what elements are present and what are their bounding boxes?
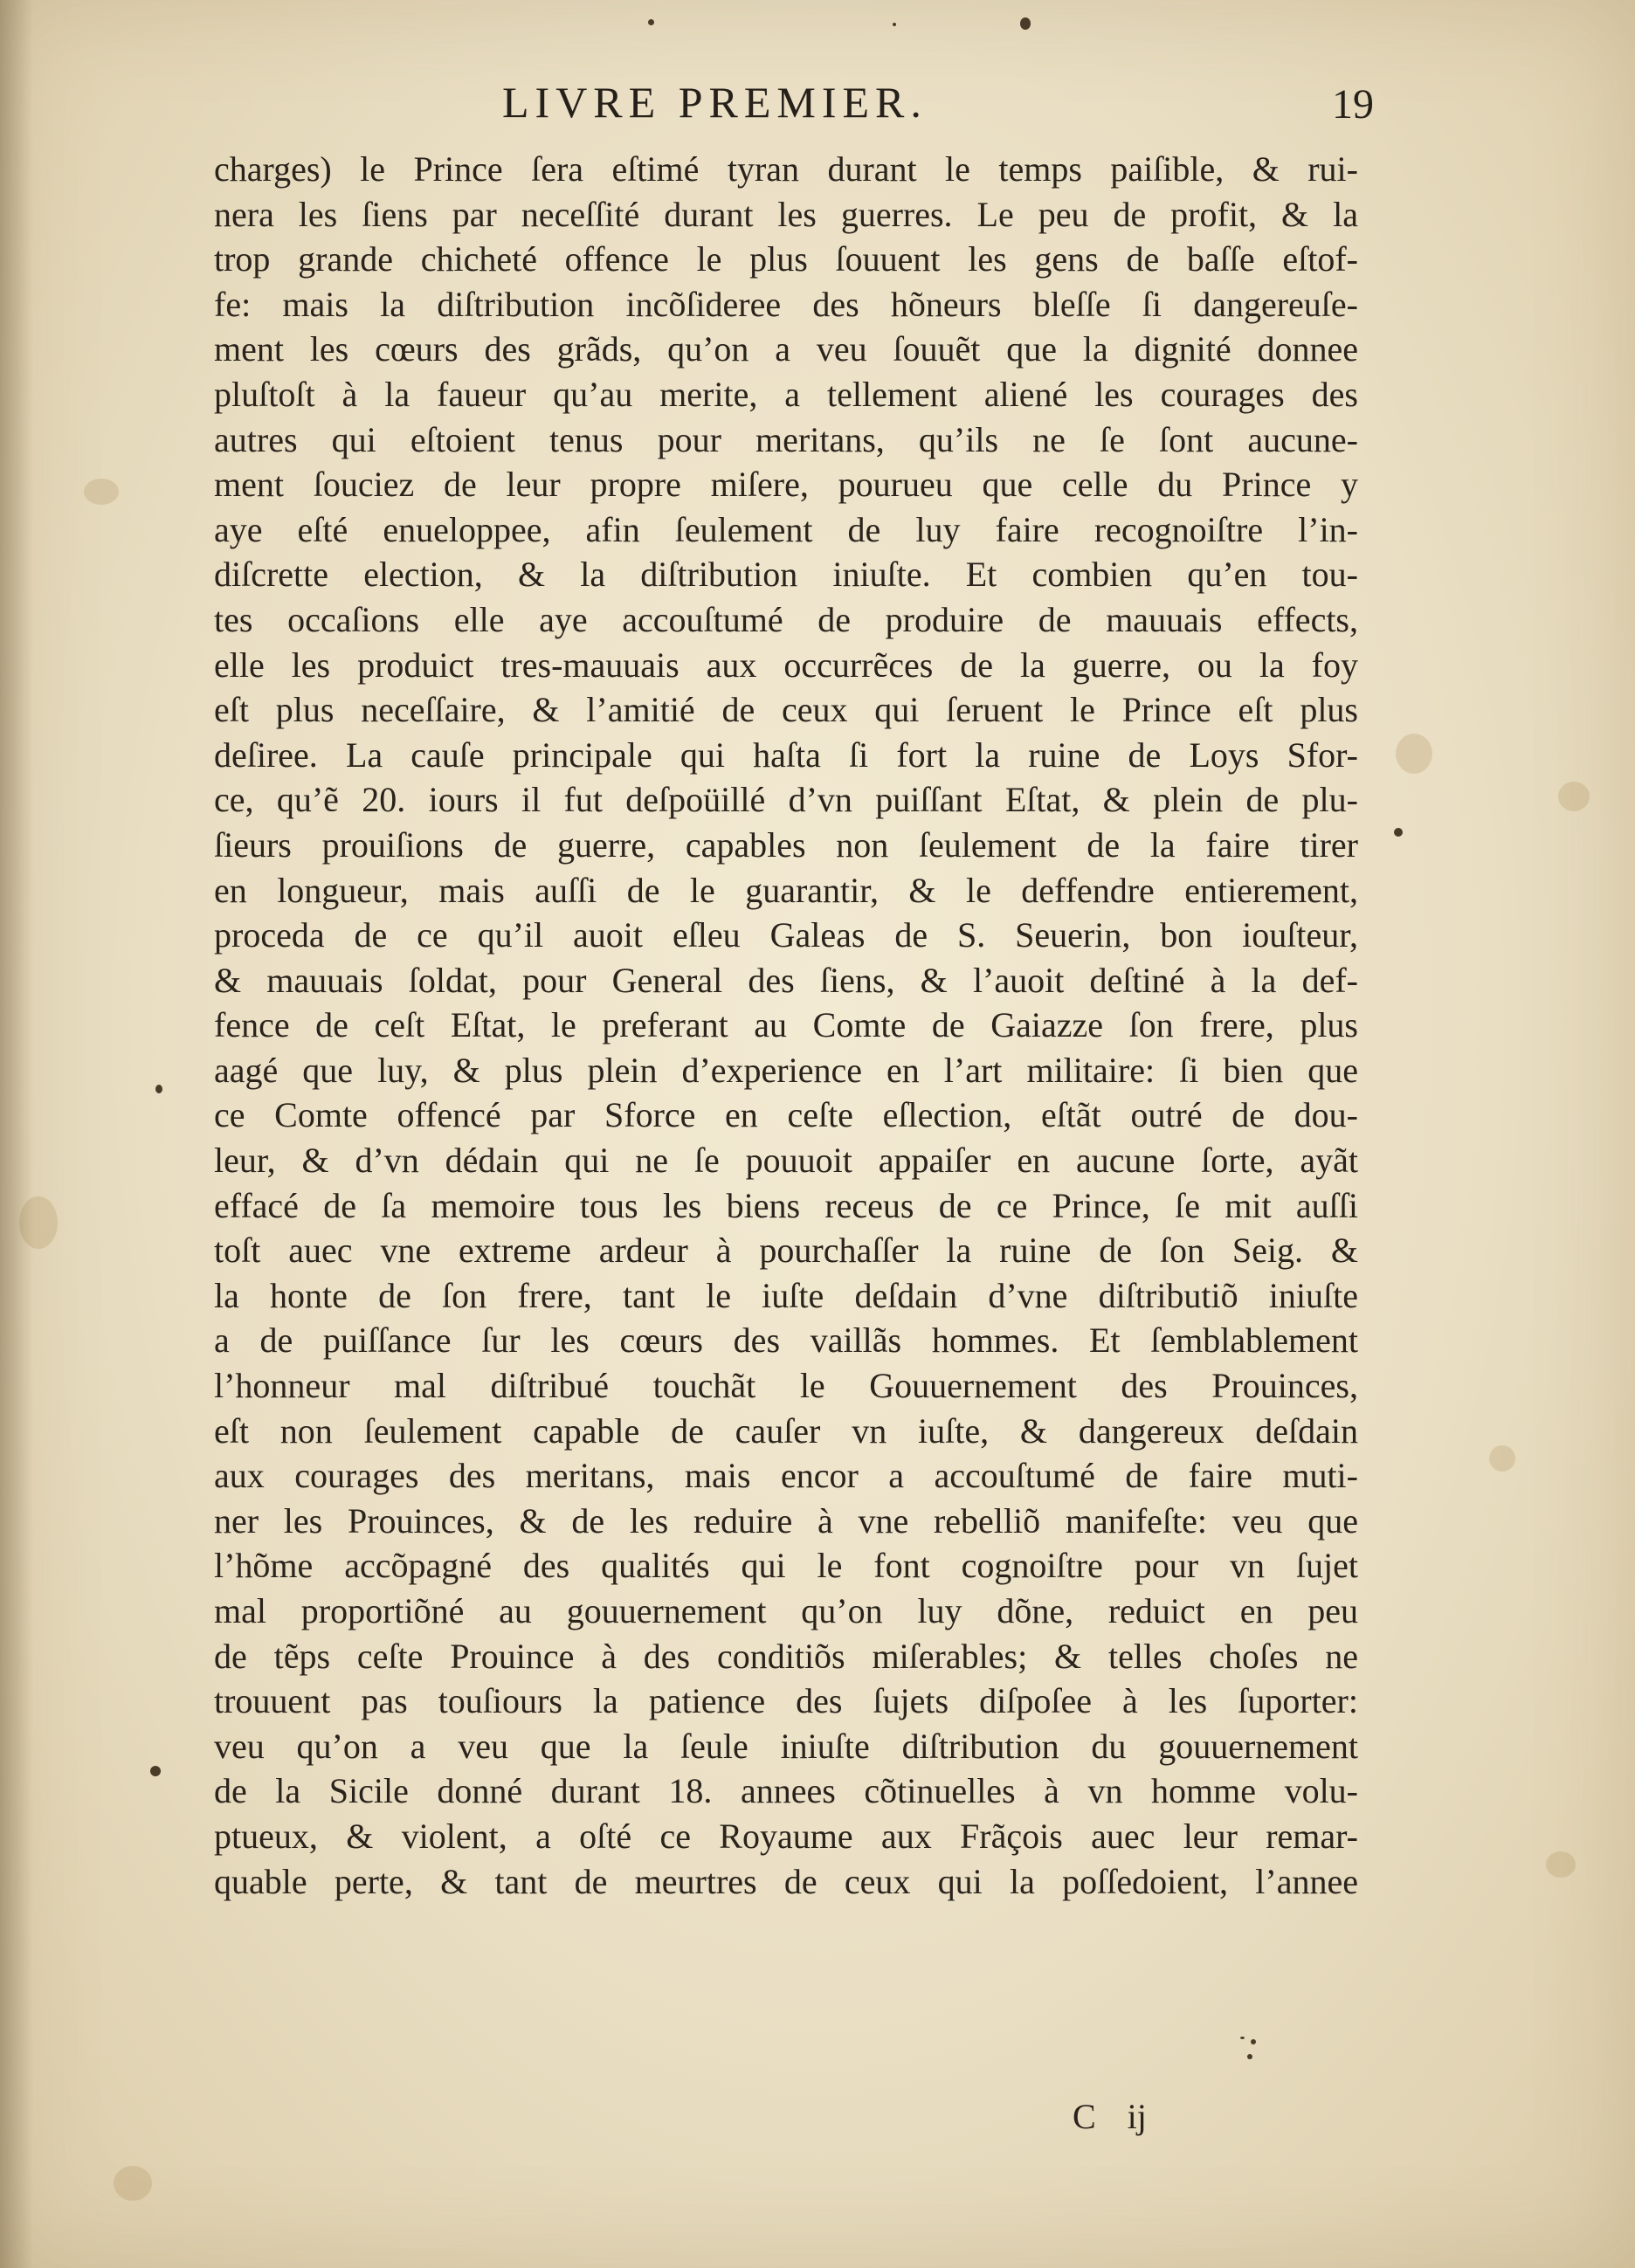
text-line: veu qu’on a veu que la ſeule iniuſte diſtribution du gouuernement (214, 1726, 1358, 1766)
foxing-spot (114, 2166, 152, 2201)
page-gutter-shadow (0, 0, 33, 2268)
text-line: & mauuais ſoldat, pour General des ſiens, & l’auoit deſtiné à la def- (214, 960, 1358, 1000)
foxing-spot (84, 479, 119, 505)
text-line: toſt auec vne extreme ardeur à pourchaſſer la ruine de ſon Seig. & (214, 1231, 1358, 1271)
text-line: l’hõme accõpagné des qualités qui le font cognoiſtre pour vn ſujet (214, 1546, 1358, 1586)
text-line: pluſtoſt à la faueur qu’au merite, a tellement aliené les courages des (214, 374, 1358, 414)
text-line: diſcrette election, & la diſtribution iniuſte. Et combien qu’en tou- (214, 555, 1358, 595)
ink-speck (1240, 2037, 1245, 2039)
text-line: proceda de ce qu’il auoit eſleu Galeas de S. Seuerin, bon iouſteur, (214, 915, 1358, 955)
text-line: tes occaſions elle aye accouſtumé de produire de mauuais effects, (214, 599, 1358, 639)
text-line: trouuent pas touſiours la patience des ſujets diſpoſee à les ſuporter: (214, 1681, 1358, 1721)
text-line: ner les Prouinces, & de les reduire à vne rebelliõ manifeſte: veu que (214, 1500, 1358, 1541)
text-line: elle les produict tres-mauuais aux occurrẽces de la guerre, ou la foy (214, 645, 1358, 685)
text-line: en longueur, mais auſſi de le guarantir, & le deffendre entierement, (214, 870, 1358, 910)
text-line: a de puiſſance ſur les cœurs des vaillãs hommes. Et ſemblablement (214, 1320, 1358, 1361)
text-line: effacé de ſa memoire tous les biens receus de ce Prince, ſe mit auſſi (214, 1185, 1358, 1225)
ink-speck (1251, 2039, 1256, 2044)
foxing-spot (1558, 782, 1590, 811)
signature-mark: C ij (1073, 2097, 1147, 2136)
text-line: nera les ſiens par neceſſité durant les guerres. Le peu de profit, & la (214, 194, 1358, 234)
text-line: deſiree. La cauſe principale qui haſta ſi fort la ruine de Loys Sfor- (214, 734, 1358, 775)
text-line: ſieurs prouiſions de guerre, capables non ſeulement de la faire tirer (214, 824, 1358, 865)
page-header (0, 72, 1635, 133)
text-line: quable perte, & tant de meurtres de ceux qui la poſſedoient, l’annee (214, 1861, 1358, 1901)
ink-speck (1247, 2054, 1252, 2059)
text-line: la honte de ſon frere, tant le iuſte deſdain d’vne diſtributiõ iniuſte (214, 1275, 1358, 1315)
body-text (214, 147, 1358, 1904)
text-line: leur, & d’vn dédain qui ne ſe pouuoit appaiſer en aucune ſorte, ayãt (214, 1141, 1358, 1181)
text-line: ment les cœurs des grãds, qu’on a veu ſouuẽt que la dignité donnee (214, 329, 1358, 369)
text-line: ptueux, & violent, a oſté ce Royaume aux Frãçois auec leur remar- (214, 1816, 1358, 1856)
ink-speck (155, 1085, 162, 1093)
text-line: eſt plus neceſſaire, & l’amitié de ceux qui ſeruent le Prince eſt plus (214, 690, 1358, 730)
ink-speck (648, 19, 654, 25)
text-line: ce, qu’ẽ 20. iours il fut deſpoüillé d’vn puiſſant Eſtat, & plein de plu- (214, 780, 1358, 820)
foxing-spot (1546, 1851, 1576, 1878)
foxing-spot (1396, 734, 1432, 774)
text-line: de tẽps ceſte Prouince à des conditiõs miſerables; & telles choſes ne (214, 1636, 1358, 1676)
page-number: 19 (1332, 81, 1374, 128)
ink-speck (150, 1766, 161, 1776)
running-title: LIVRE PREMIER. (502, 78, 928, 127)
text-line: de la Sicile donné durant 18. annees cõtinuelles à vn homme volu- (214, 1771, 1358, 1811)
text-line: aye eſté enueloppee, afin ſeulement de luy faire recognoiſtre l’in- (214, 509, 1358, 549)
text-line: autres qui eſtoient tenus pour meritans, qu’ils ne ſe ſont aucune- (214, 419, 1358, 459)
text-line: fe: mais la diſtribution incõſideree des hõneurs bleſſe ſi dangereuſe- (214, 284, 1358, 324)
text-line: trop grande chicheté offence le plus ſouuent les gens de baſſe eſtof- (214, 239, 1358, 279)
foxing-spot (19, 1196, 58, 1249)
text-line: ce Comte offencé par Sforce en ceſte eſlection, eſtãt outré de dou- (214, 1095, 1358, 1135)
text-line: charges) le Prince ſera eſtimé tyran durant le temps paiſible, & rui- (214, 149, 1358, 189)
ink-speck (893, 23, 896, 26)
text-line: fence de ceſt Eſtat, le preferant au Comte de Gaiazze ſon frere, plus (214, 1005, 1358, 1045)
ink-speck (1394, 828, 1403, 837)
ink-speck (1020, 17, 1031, 30)
text-line: aux courages des meritans, mais encor a accouſtumé de faire muti- (214, 1456, 1358, 1496)
text-line: eſt non ſeulement capable de cauſer vn iuſte, & dangereux deſdain (214, 1410, 1358, 1451)
text-line: l’honneur mal diſtribué touchãt le Gouuernement des Prouinces, (214, 1366, 1358, 1406)
text-line: aagé que luy, & plus plein d’experience en l’art militaire: ſi bien que (214, 1050, 1358, 1090)
foxing-spot (1489, 1445, 1515, 1472)
text-line: ment ſouciez de leur propre miſere, pourueu que celle du Prince y (214, 465, 1358, 505)
text-line: mal proportiõné au gouuernement qu’on luy dõne, reduict en peu (214, 1591, 1358, 1630)
